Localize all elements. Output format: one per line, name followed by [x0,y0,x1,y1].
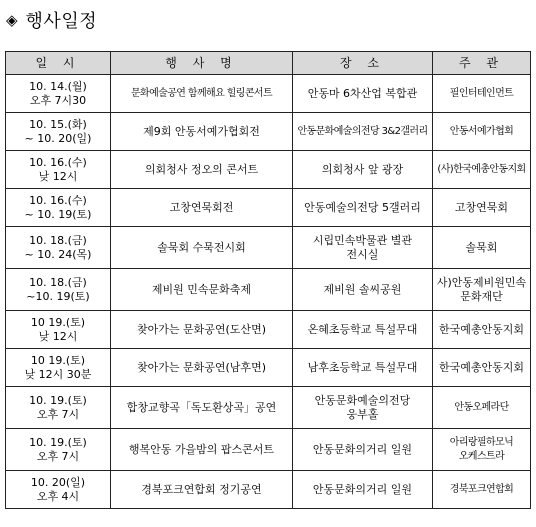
cell-event-name [111,151,293,189]
cell-host [433,151,531,189]
cell-event-name-text: 제9회 안동서예가협회전 [143,124,260,138]
cell-datetime-text: 10. 16.(수) 낮 12시 [29,155,87,183]
cell-host-text: 솔묵회 [465,240,498,254]
cell-event-name [111,349,293,387]
cell-event-name-text: 제비원 민속문화축제 [151,282,252,296]
table-row [6,151,531,189]
cell-datetime [6,189,111,227]
table-row [6,75,531,113]
cell-datetime [6,387,111,429]
cell-place-text: 제비원 솔씨공원 [323,282,402,296]
page-title-text: 행사일정 [25,11,98,32]
table-row [6,387,531,429]
cell-host [433,189,531,227]
cell-host [433,349,531,387]
cell-datetime [6,471,111,509]
cell-host [433,227,531,269]
cell-datetime-text: 10. 19.(토) 오후 7시 [29,435,87,463]
page-title [6,9,97,31]
cell-place [293,113,433,151]
cell-place-text: 안동문화의거리 일원 [312,482,413,496]
diamond-bullet-icon: ◈ [6,10,18,29]
cell-datetime-text: 10 19.(토) 낮 12시 [30,315,86,343]
cell-host [433,387,531,429]
cell-place-text: 의회청사 앞 광장 [321,162,404,176]
table-row [6,189,531,227]
cell-place [293,151,433,189]
cell-event-name [111,227,293,269]
cell-event-name-text: 행복안동 가을밤의 팝스콘서트 [128,442,275,456]
cell-host [433,113,531,151]
cell-datetime-text: 10. 15.(화) ~ 10. 20(일) [24,117,92,145]
cell-place [293,75,433,113]
cell-place [293,429,433,471]
cell-event-name [111,311,293,349]
cell-place [293,269,433,311]
cell-event-name-text: 고창연묵회전 [169,200,234,214]
cell-host [433,269,531,311]
cell-datetime [6,227,111,269]
cell-place [293,387,433,429]
cell-event-name [111,429,293,471]
cell-datetime [6,269,111,311]
cell-place-text: 안동문화예술의전당 3&2갤러리 [297,126,428,137]
cell-event-name-text: 경북포크연합회 정기공연 [141,482,262,496]
cell-place [293,189,433,227]
cell-datetime-text: 10. 19.(토) 오후 7시 [29,393,87,421]
cell-host-text: 필인터테인먼트 [449,88,514,99]
cell-place [293,471,433,509]
cell-event-name [111,387,293,429]
cell-host-text: 고창연묵회 [454,200,509,214]
cell-datetime-text: 10. 20(일) 오후 4시 [30,475,86,503]
header-datetime: 일 시 [6,52,111,75]
cell-event-name-text: 찾아가는 문화공연(남후면) [137,360,266,374]
cell-host-text: 사)안동제비원민속 문화재단 [436,275,527,303]
cell-place-text: 안동마 6차산업 복합관 [307,86,418,100]
cell-host [433,311,531,349]
cell-datetime-text: 10 19.(토) 낮 12시 30분 [24,353,92,381]
cell-host [433,471,531,509]
cell-host-text: 안동오페라단 [454,402,509,413]
cell-host-text: 한국예총안동지회 [438,360,524,374]
cell-datetime-text: 10. 16.(수) ~ 10. 19(토) [24,193,92,221]
cell-place-text: 안동문화의거리 일원 [312,442,413,456]
header-event-name: 행 사 명 [111,52,293,75]
cell-event-name-text: 찾아가는 문화공연(도산면) [137,322,266,336]
cell-host-text: 아리랑필하모닉 오케스트라 [449,436,514,462]
cell-event-name-text: 의회청사 정오의 콘서트 [144,162,259,176]
cell-datetime-text: 10. 18.(금) ~10. 19(토) [26,275,90,303]
cell-place [293,311,433,349]
table-row [6,113,531,151]
cell-place-text: 남후초등학교 특설무대 [307,360,418,374]
cell-event-name-text: 문화예술공연 함께해요 힐링콘서트 [130,88,273,99]
table-row [6,227,531,269]
cell-host-text: 안동서예가협회 [449,126,514,137]
cell-host-text: 한국예총안동지회 [438,322,524,336]
table-row [6,349,531,387]
cell-event-name [111,189,293,227]
cell-host [433,75,531,113]
table-row [6,311,531,349]
cell-place-text: 온혜초등학교 특설무대 [307,322,418,336]
cell-event-name-text: 합창교향곡「독도환상곡」공연 [126,400,277,414]
cell-place [293,349,433,387]
cell-datetime [6,151,111,189]
cell-event-name [111,471,293,509]
table-row [6,429,531,471]
cell-event-name [111,269,293,311]
cell-place [293,227,433,269]
table-row [6,471,531,509]
table-row [6,269,531,311]
cell-host-text: 경북포크연합회 [449,484,514,495]
cell-datetime [6,349,111,387]
cell-datetime-text: 10. 14.(월) 오후 7시30 [29,79,87,107]
cell-host-text: (사)한국예총안동지회 [437,164,526,175]
cell-host [433,429,531,471]
cell-place-text: 안동예술의전당 5갤러리 [304,200,421,214]
event-schedule-table [5,51,531,509]
cell-event-name [111,113,293,151]
header-host: 주 관 [433,52,531,75]
cell-datetime [6,113,111,151]
cell-datetime-text: 10. 18.(금) ~ 10. 24(목) [24,233,92,261]
header-place: 장 소 [293,52,433,75]
cell-event-name [111,75,293,113]
cell-datetime [6,75,111,113]
cell-place-text: 시립민속박물관 별관 전시실 [312,233,413,261]
cell-event-name-text: 솔묵회 수묵전시회 [157,240,246,254]
cell-datetime [6,429,111,471]
table-header-row [6,52,531,75]
cell-datetime [6,311,111,349]
cell-place-text: 안동문화예술의전당 웅부홀 [314,393,411,421]
